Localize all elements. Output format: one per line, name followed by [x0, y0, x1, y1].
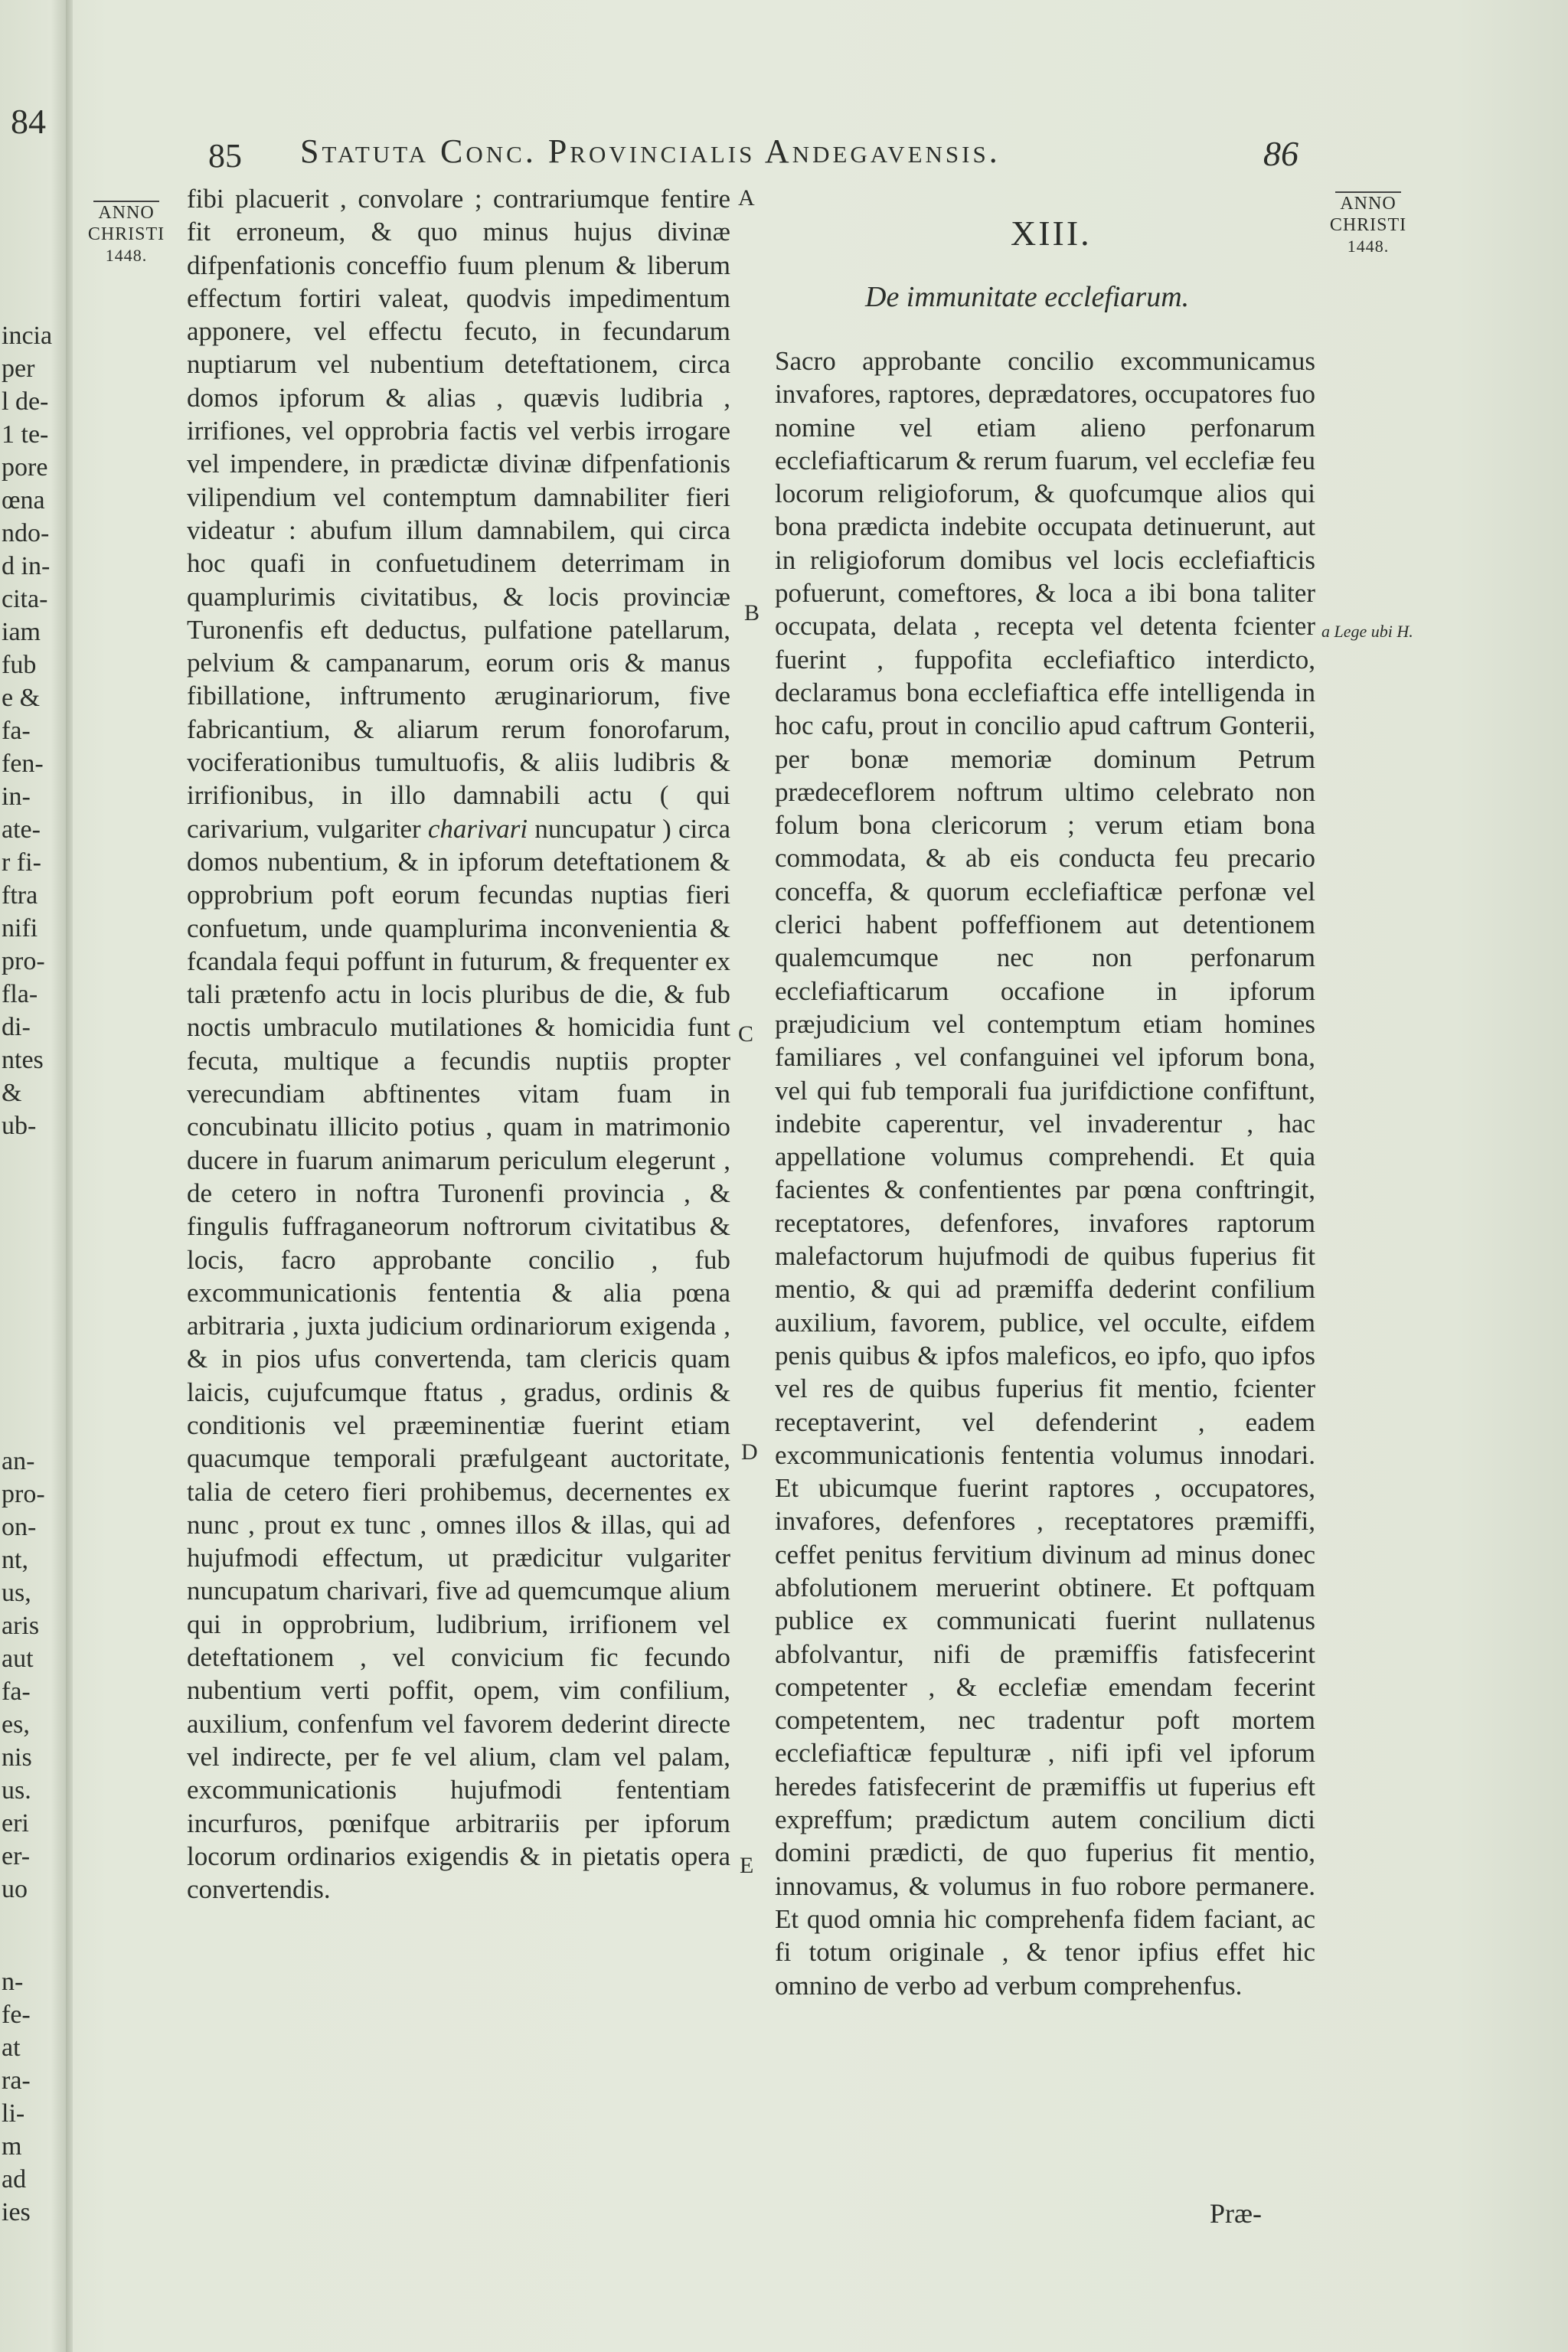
previous-page-fragment: eri	[2, 1809, 29, 1838]
previous-page-fragment: &	[2, 1079, 22, 1107]
previous-page-fragment: aut	[2, 1645, 34, 1673]
previous-page-fragment: ndo-	[2, 519, 50, 547]
previous-page-fragment: d in-	[2, 552, 51, 580]
section-letter-d: D	[741, 1439, 758, 1465]
previous-page-fragment: ntes	[2, 1046, 44, 1074]
christi-label: CHRISTI	[87, 224, 165, 244]
section-letter-c: C	[738, 1021, 754, 1047]
previous-page-fragment: nifi	[2, 914, 38, 942]
previous-page-edge	[0, 0, 73, 2352]
left-column-part-1: fibi placuerit , convolare ; contrariumque fentire fit erroneum, & quo minus hujus divinæ difpenfationis conceffio fuum plenum & liberum effectum fortiri valeat, quodvis impedimentum apponere, vel effectu fecuto, in fecundarum nuptiarum vel nubentium deteftationem, circa domos ipforum & alias , quævis ludibria , irrifiones, vel opprobria factis vel verbis irrogare vel impendere, in prædictæ divinæ difpenfationis vilipendium vel contemptum damnabiliter fieri videatur : abufum illum damnabilem, qui circa hoc quafi in confuetudinem deterrimam in quamplurimis civitatibus, & locis provinciæ Turonenfis eft deductus, pulfatione patellarum, pelvium & campanarum, eorum oris & manus fibillatione, inftrumento æruginariorum, five fabricantium, & aliarum rerum fonorofarum, vociferationibus tumultuofis, & aliis ludibris & irrifionibus, in illo damnabili actu ( qui carivarium, vulgariter	[187, 184, 730, 844]
catchword: Præ-	[1210, 2198, 1263, 2229]
previous-page-fragment: di-	[2, 1013, 31, 1041]
previous-page-fragment: fe-	[2, 2001, 31, 2029]
right-margin-year-note	[1318, 191, 1418, 257]
previous-page-fragment: ate-	[2, 815, 41, 844]
previous-page-fragment: pro-	[2, 1480, 45, 1508]
previous-page-fragment: er-	[2, 1842, 31, 1870]
previous-page-fragment: li-	[2, 2099, 25, 2128]
running-header: Statuta Conc. Provincialis Andegavensis.	[300, 132, 1001, 170]
previous-page-fragment: us,	[2, 1579, 31, 1607]
previous-page-fragment: nt,	[2, 1546, 28, 1574]
left-column-part-2: nuncupatur ) circa domos nubentium, & in ipforum deteftationem & opprobrium poft eorum fecundas nuptias fieri confuetum, unde quamplurima inconvenientia & fcandala fequi poffunt in futurum, & frequenter ex tali prætenfo actu in locis pluribus de die, & fub noctis umbraculo mutilationes & homicidia funt fecuta, multique a fecundis nuptiis propter verecundiam abftinentes vitam fuam in concubinatu illicito potius , quam in matrimonio ducere in fuarum animarum periculum elegerunt , de cetero in noftra Turonenfi provincia , & fingulis fuffraganeorum noftrorum civitatibus & locis, facro approbante concilio , fub excommunicationis fententia & alia pœna arbitraria , juxta judicium ordinariorum exigenda , & in pios ufus convertenda, tam clericis quam laicis, cujufcumque ftatus , gradus, ordinis & conditionis vel præeminentiæ fuerint etiam quacumque temporali præfulgeant auctoritate, talia de cetero fieri prohibemus, decernentes ex nunc , prout ex tunc , omnes illos & illas, qui ad hujufmodi effectum, ut prædicitur vulgariter nuncupatum charivari, five ad quemcumque alium qui in opprobrium, ludibrium, irrifionem vel deteftationem , vel convicium fic fecundo nubentium verti poffit, opem, vim confilium, auxilium, confenfum vel favorem dederint directe vel indirecte, per fe vel alium, clam vel palam, excommunicationis hujufmodi fententiam incurfuros, pœnifque arbitrariis per ipforum locorum ordinarios exigendis & in pietatis opera convertendis.	[187, 813, 730, 1905]
year-label: 1448.	[1347, 237, 1390, 256]
previous-page-fragment: incia	[2, 322, 53, 350]
previous-page-fragment: on-	[2, 1513, 37, 1541]
previous-page-fragment: fa-	[2, 1677, 31, 1706]
previous-page-fragment: ad	[2, 2165, 27, 2194]
previous-page-fragment: n-	[2, 1968, 24, 1996]
previous-page-fragment: fub	[2, 651, 37, 679]
anno-label: ANNO	[93, 201, 158, 224]
previous-page-fragment: fa-	[2, 717, 31, 745]
previous-page-fragment: ftra	[2, 881, 38, 910]
previous-page-fragment: an-	[2, 1447, 35, 1475]
previous-page-fragment: l de-	[2, 387, 49, 416]
previous-page-fragment: at	[2, 2034, 21, 2062]
anno-label: ANNO	[1335, 191, 1400, 214]
previous-page-fragment: m	[2, 2132, 22, 2161]
previous-page-fragment: fen-	[2, 750, 44, 778]
previous-page-number: 84	[11, 102, 46, 141]
section-title: De immunitate ecclefiarum.	[865, 281, 1190, 313]
previous-page-fragment: ies	[2, 2198, 31, 2226]
previous-page-fragment: iam	[2, 618, 41, 646]
year-label: 1448.	[105, 246, 148, 265]
previous-page-fragment: per	[2, 354, 35, 383]
previous-page-fragment: e &	[2, 684, 41, 712]
marginal-reference-note: a Lege ubi H.	[1321, 622, 1413, 641]
previous-page-fragment: us.	[2, 1776, 31, 1805]
left-page-number: 85	[208, 137, 242, 175]
previous-page-fragment: pore	[2, 453, 48, 482]
previous-page-fragment: nis	[2, 1743, 32, 1772]
right-column-text	[775, 345, 1315, 2002]
left-column-text	[187, 182, 730, 1906]
charivari-word: charivari	[427, 813, 528, 844]
previous-page-fragment: r fi-	[2, 848, 41, 877]
section-letter-e: E	[740, 1853, 754, 1878]
right-page-number: 86	[1263, 134, 1298, 173]
previous-page-fragment: 1 te-	[2, 420, 49, 449]
section-letter-a: A	[738, 185, 755, 211]
christi-label: CHRISTI	[1329, 215, 1407, 235]
previous-page-fragment: ra-	[2, 2066, 31, 2095]
page-fold-shadow	[66, 0, 73, 2352]
right-column-body: Sacro approbante concilio excommunicamus invafores, raptores, deprædatores, occupatores fuo nomine vel etiam alieno perfonarum ecclefiafticarum & rerum fuarum, vel ecclefiæ feu locorum religioforum, & quofcumque alios qui bona prædicta indebite occupata detinuerunt, aut in religioforum domibus vel locis ecclefiafticis pofuerunt, comeftores, & loca a ibi bona taliter occupata, delata , recepta vel detenta fcienter fuerint , fuppofita ecclefiaftico interdicto, declaramus bona ecclefiaftica effe intelligenda in hoc cafu, prout in concilio apud caftrum Gonterii, per bonæ memoriæ dominum Petrum prædeceflorem noftrum ultimo celebrato non folum bona clericorum ; verum etiam bona commodata, & ab eis conducta feu precario conceffa, & quorum ecclefiafticæ perfonæ vel clerici habent poffeffionem aut detentionem qualemcumque nec non perfonarum ecclefiafticarum occafione in ipforum præjudicium vel contemptum etiam homines familiares , vel confanguinei vel ipforum bona, vel qui fub temporali fua jurifdictione confiftunt, indebite caperentur, vel invaderentur , hac appellatione volumus comprehendi. Et quia facientes & confentientes par pœna conftringit, receptatores, defenfores, invafores raptorum malefactorum hujufmodi de quibus fuperius fit mentio, & qui ad præmiffa dederint confilium auxilium, favorem, publice, vel occulte, eifdem penis quibus & ipfos maleficos, eo ipfo, quo ipfos vel res de quibus fuperius fit mentio, fcienter receptaverint, vel defenderint , eadem excommunicationis fententia volumus innodari. Et ubicumque fuerint raptores , occupatores, invafores, defenfores , receptatores præmiffi, ceffet penitus fervitium divinum ad minus donec abfolutionem meruerint obtinere. Et poftquam publice ex communicati fuerint nullatenus abfolvantur, nifi de præmiffis fatisfecerint competenter , & ecclefiæ emendam fecerint competentem, nec tradentur poft mortem ecclefiafticæ fepulturæ , nifi ipfi vel ipforum heredes fatisfecerint de præmiffis ut fuperius eft expreffum; prædictum autem concilium dicti domini prædicti, de quo fuperius fit mentio, innovamus, & volumus in fuo robore permanere. Et quod omnia hic comprehenfa fidem faciant, ac fi totum originale , & tenor ipfius effet hic omnino de verbo ad verbum comprehenfus.	[775, 346, 1315, 2001]
left-column-body	[187, 182, 730, 1906]
section-number: XIII.	[1011, 214, 1092, 253]
previous-page-fragment: ub-	[2, 1112, 37, 1140]
previous-page-fragment: pro-	[2, 947, 45, 975]
previous-page-fragment: es,	[2, 1710, 30, 1739]
section-letter-b: B	[744, 600, 760, 626]
previous-page-fragment: cita-	[2, 585, 48, 613]
previous-page-fragment: œna	[2, 486, 45, 514]
left-margin-year-note	[77, 201, 176, 266]
previous-page-fragment: uo	[2, 1875, 28, 1903]
previous-page-fragment: in-	[2, 782, 31, 811]
previous-page-fragment: fla-	[2, 980, 38, 1008]
previous-page-fragment: aris	[2, 1612, 40, 1640]
